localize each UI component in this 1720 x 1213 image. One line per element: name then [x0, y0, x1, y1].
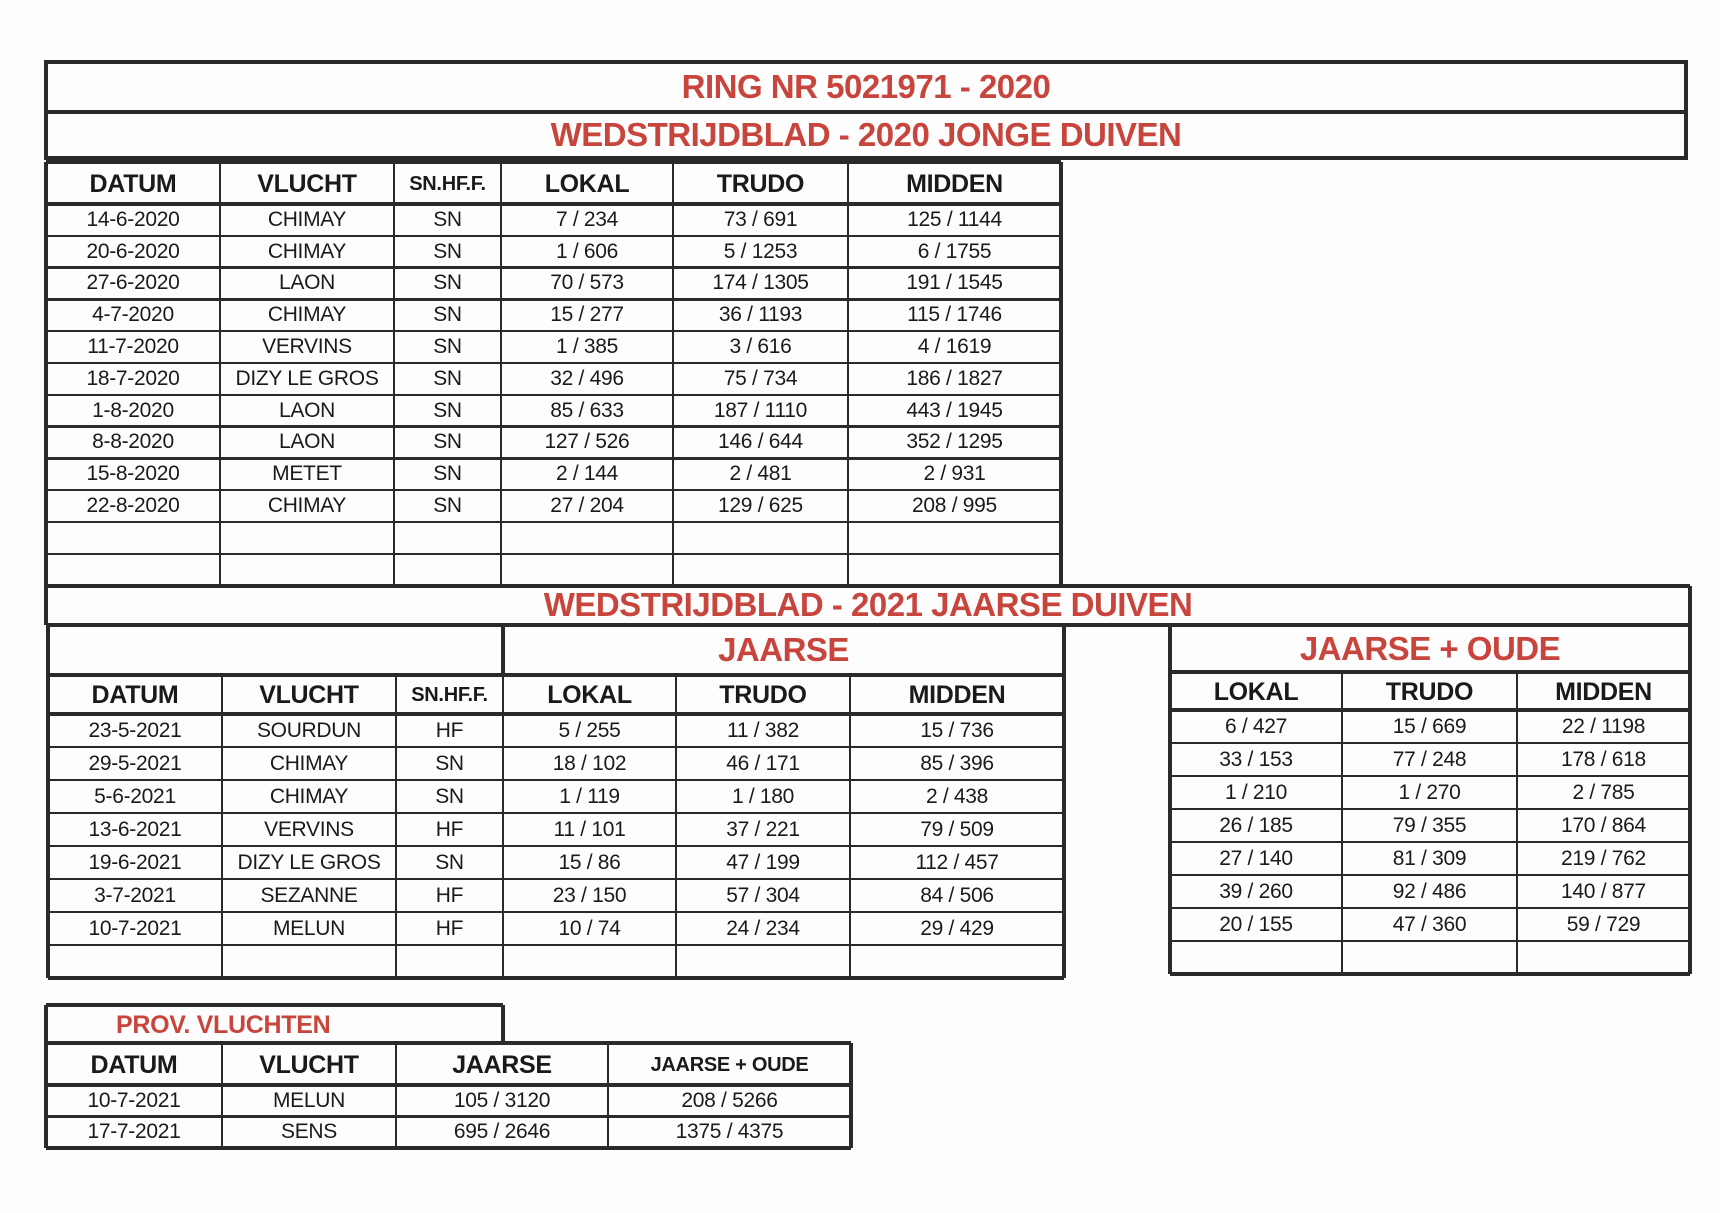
- table-cell: CHIMAY: [267, 207, 347, 231]
- table-cell: 219 / 762: [1561, 846, 1646, 870]
- table-cell: 17-7-2021: [87, 1120, 181, 1144]
- table-cell: SN: [433, 366, 462, 390]
- table-cell: SN: [433, 207, 462, 231]
- table-cell: 5-6-2021: [94, 784, 176, 808]
- column-header-trudo: TRUDO: [1385, 677, 1474, 706]
- table-cell: 13-6-2021: [88, 817, 182, 841]
- table-cell: CHIMAY: [267, 303, 347, 327]
- table-cell: 79 / 509: [920, 817, 994, 841]
- table-cell: DIZY LE GROS: [235, 366, 379, 390]
- table-cell: 23 / 150: [552, 883, 627, 907]
- column-header-datum: DATUM: [91, 681, 179, 709]
- table-cell: 32 / 496: [550, 366, 624, 390]
- table-cell: 191 / 1545: [906, 271, 1003, 295]
- table-cell: 29-5-2021: [88, 751, 182, 775]
- column-header-datum: DATUM: [89, 169, 177, 198]
- table-cell: 1 / 119: [559, 784, 620, 808]
- table-cell: 11 / 382: [727, 718, 799, 742]
- table-cell: CHIMAY: [269, 751, 349, 775]
- section-title-2020: WEDSTRIJDBLAD - 2020 JONGE DUIVEN: [550, 116, 1182, 153]
- column-header-datum: DATUM: [90, 1050, 178, 1079]
- table-cell: 7 / 234: [555, 207, 619, 231]
- table-cell: LAON: [279, 398, 335, 422]
- table-cell: 3 / 616: [729, 335, 792, 359]
- table-cell: 15 / 277: [550, 303, 624, 327]
- table-cell: METET: [272, 462, 342, 486]
- table-cell: SN: [433, 462, 462, 486]
- table-cell: SN: [435, 850, 464, 874]
- table-cell: 4-7-2020: [92, 303, 174, 327]
- table-cell: 36 / 1193: [718, 303, 803, 327]
- table-cell: 92 / 486: [1392, 879, 1467, 903]
- table-cell: VERVINS: [264, 817, 354, 841]
- table-cell: 4 / 1619: [917, 335, 992, 359]
- table-cell: 47 / 360: [1392, 912, 1467, 936]
- column-header-lokal: LOKAL: [547, 681, 632, 709]
- table-cell: SN: [433, 430, 462, 454]
- jaarse-oude-group-label: JAARSE + OUDE: [1299, 629, 1561, 667]
- table-cell: SN: [433, 239, 462, 263]
- table-cell: 6 / 1755: [917, 239, 992, 263]
- table-cell: LAON: [279, 271, 335, 295]
- table-cell: 20-6-2020: [86, 239, 180, 263]
- table-cell: 1-8-2020: [92, 398, 174, 422]
- table-cell: 5 / 255: [558, 718, 621, 742]
- table-cell: CHIMAY: [267, 494, 347, 518]
- table-cell: 352 / 1295: [906, 430, 1003, 454]
- rule-line: [48, 976, 1064, 980]
- table-cell: 15 / 736: [920, 718, 994, 742]
- column-header-vlucht: VLUCHT: [257, 169, 357, 198]
- table-cell: 57 / 304: [726, 883, 800, 907]
- table-cell: 84 / 506: [920, 883, 994, 907]
- table-cell: 70 / 573: [550, 271, 624, 295]
- table-cell: 2 / 931: [923, 462, 986, 486]
- table-cell: HF: [435, 883, 464, 907]
- table-cell: 33 / 153: [1219, 747, 1293, 771]
- table-cell: LAON: [279, 430, 335, 454]
- table-cell: 5 / 1253: [723, 239, 798, 263]
- column-header-jaarseoude: JAARSE + OUDE: [650, 1053, 809, 1076]
- table-cell: 2 / 785: [1572, 780, 1635, 804]
- table-cell: 1375 / 4375: [675, 1120, 784, 1144]
- table-cell: 73 / 691: [723, 207, 798, 231]
- table-cell: CHIMAY: [267, 239, 347, 263]
- table-cell: 127 / 526: [544, 430, 630, 454]
- table-cell: 174 / 1305: [712, 271, 809, 295]
- table-cell: SN: [433, 494, 462, 518]
- table-cell: SN: [435, 784, 464, 808]
- table-cell: 3-7-2021: [94, 883, 176, 907]
- table-cell: 37 / 221: [726, 817, 800, 841]
- column-header-trudo: TRUDO: [716, 169, 805, 198]
- column-header-midden: MIDDEN: [908, 681, 1006, 709]
- table-cell: SEZANNE: [260, 883, 358, 907]
- table-cell: 443 / 1945: [906, 398, 1003, 422]
- table-cell: 79 / 355: [1392, 813, 1467, 837]
- table-cell: HF: [435, 718, 464, 742]
- table-cell: 178 / 618: [1561, 747, 1646, 771]
- table-cell: VERVINS: [262, 335, 352, 359]
- table-cell: 46 / 171: [726, 751, 800, 775]
- table-cell: 187 / 1110: [713, 398, 808, 422]
- table-cell: SN: [433, 335, 462, 359]
- table-cell: MELUN: [272, 1088, 345, 1112]
- table-cell: 208 / 995: [912, 494, 997, 518]
- table-cell: 29 / 429: [920, 916, 994, 940]
- table-cell: 18-7-2020: [86, 366, 180, 390]
- jaarse-group-label: JAARSE: [718, 631, 849, 668]
- table-cell: 170 / 864: [1561, 813, 1646, 837]
- table-cell: 22 / 1198: [1561, 714, 1646, 738]
- table-cell: DIZY LE GROS: [237, 850, 381, 874]
- table-cell: 112 / 457: [915, 850, 999, 874]
- table-cell: 2 / 481: [729, 462, 792, 486]
- table-cell: 10-7-2021: [87, 1088, 181, 1112]
- table-cell: 27 / 140: [1219, 846, 1293, 870]
- table-cell: 22-8-2020: [86, 494, 180, 518]
- table-cell: 77 / 248: [1392, 747, 1467, 771]
- column-header-snhff: SN.HF.F.: [411, 684, 488, 706]
- table-cell: 23-5-2021: [88, 718, 182, 742]
- table-cell: 85 / 396: [920, 751, 994, 775]
- table-cell: 146 / 644: [718, 430, 803, 454]
- table-cell: 24 / 234: [726, 916, 800, 940]
- table-cell: HF: [435, 817, 464, 841]
- column-header-jaarse: JAARSE: [452, 1050, 552, 1079]
- table-cell: 39 / 260: [1219, 879, 1293, 903]
- table-cell: 59 / 729: [1566, 912, 1641, 936]
- table-cell: 105 / 3120: [453, 1088, 551, 1112]
- table-cell: 19-6-2021: [88, 850, 182, 874]
- column-header-vlucht: VLUCHT: [259, 1050, 359, 1079]
- table-cell: 85 / 633: [550, 398, 624, 422]
- table-cell: SN: [433, 398, 462, 422]
- table-cell: 115 / 1746: [907, 303, 1002, 327]
- table-cell: 2 / 438: [925, 784, 989, 808]
- table-cell: 125 / 1144: [907, 207, 1002, 231]
- prov-vluchten-title: PROV. VLUCHTEN: [116, 1010, 331, 1039]
- table-cell: 27-6-2020: [86, 271, 180, 295]
- table-cell: 2 / 144: [555, 462, 619, 486]
- table-cell: 20 / 155: [1219, 912, 1293, 936]
- table-cell: CHIMAY: [269, 784, 349, 808]
- table-cell: 15 / 86: [558, 850, 621, 874]
- table-cell: HF: [435, 916, 464, 940]
- table-cell: 26 / 185: [1219, 813, 1293, 837]
- table-cell: 129 / 625: [718, 494, 803, 518]
- table-cell: SN: [433, 271, 462, 295]
- table-cell: 1 / 606: [555, 239, 619, 263]
- section-title-2021: WEDSTRIJDBLAD - 2021 JAARSE DUIVEN: [543, 586, 1193, 624]
- table-cell: 186 / 1827: [906, 366, 1003, 390]
- table-cell: 6 / 427: [1224, 714, 1288, 738]
- table-cell: 140 / 877: [1561, 879, 1646, 903]
- table-cell: 11-7-2020: [87, 335, 179, 359]
- column-header-snhff: SN.HF.F.: [409, 172, 486, 195]
- table-cell: 1 / 210: [1224, 780, 1288, 804]
- table-cell: 10 / 74: [558, 916, 621, 940]
- table-cell: 1 / 385: [555, 335, 619, 359]
- table-cell: SN: [433, 303, 462, 327]
- table-cell: 10-7-2021: [88, 916, 182, 940]
- table-cell: 11 / 101: [553, 817, 626, 841]
- rule-line: [46, 553, 1061, 556]
- table-cell: 75 / 734: [723, 366, 798, 390]
- column-header-vlucht: VLUCHT: [259, 681, 359, 709]
- table-cell: 15-8-2020: [86, 462, 180, 486]
- column-header-lokal: LOKAL: [544, 169, 630, 198]
- table-cell: 27 / 204: [550, 494, 624, 518]
- table-cell: 695 / 2646: [453, 1120, 551, 1144]
- column-header-midden: MIDDEN: [906, 169, 1003, 198]
- table-cell: SENS: [281, 1120, 337, 1144]
- table-cell: 14-6-2020: [86, 207, 180, 231]
- table-cell: 18 / 102: [552, 751, 627, 775]
- table-cell: SOURDUN: [256, 718, 362, 742]
- table-cell: 15 / 669: [1392, 714, 1467, 738]
- table-cell: 47 / 199: [726, 850, 800, 874]
- column-header-trudo: TRUDO: [719, 681, 807, 709]
- table-cell: 208 / 5266: [681, 1088, 778, 1112]
- table-cell: 1 / 180: [731, 784, 795, 808]
- table-cell: SN: [435, 751, 464, 775]
- column-header-midden: MIDDEN: [1555, 677, 1652, 706]
- table-cell: 8-8-2020: [92, 430, 174, 454]
- column-header-lokal: LOKAL: [1213, 677, 1299, 706]
- table-cell: 1 / 270: [1398, 780, 1461, 804]
- ring-number-title: RING NR 5021971 - 2020: [681, 68, 1051, 105]
- table-cell: 81 / 309: [1392, 846, 1467, 870]
- table-cell: MELUN: [272, 916, 345, 940]
- rule-line: [1170, 972, 1690, 976]
